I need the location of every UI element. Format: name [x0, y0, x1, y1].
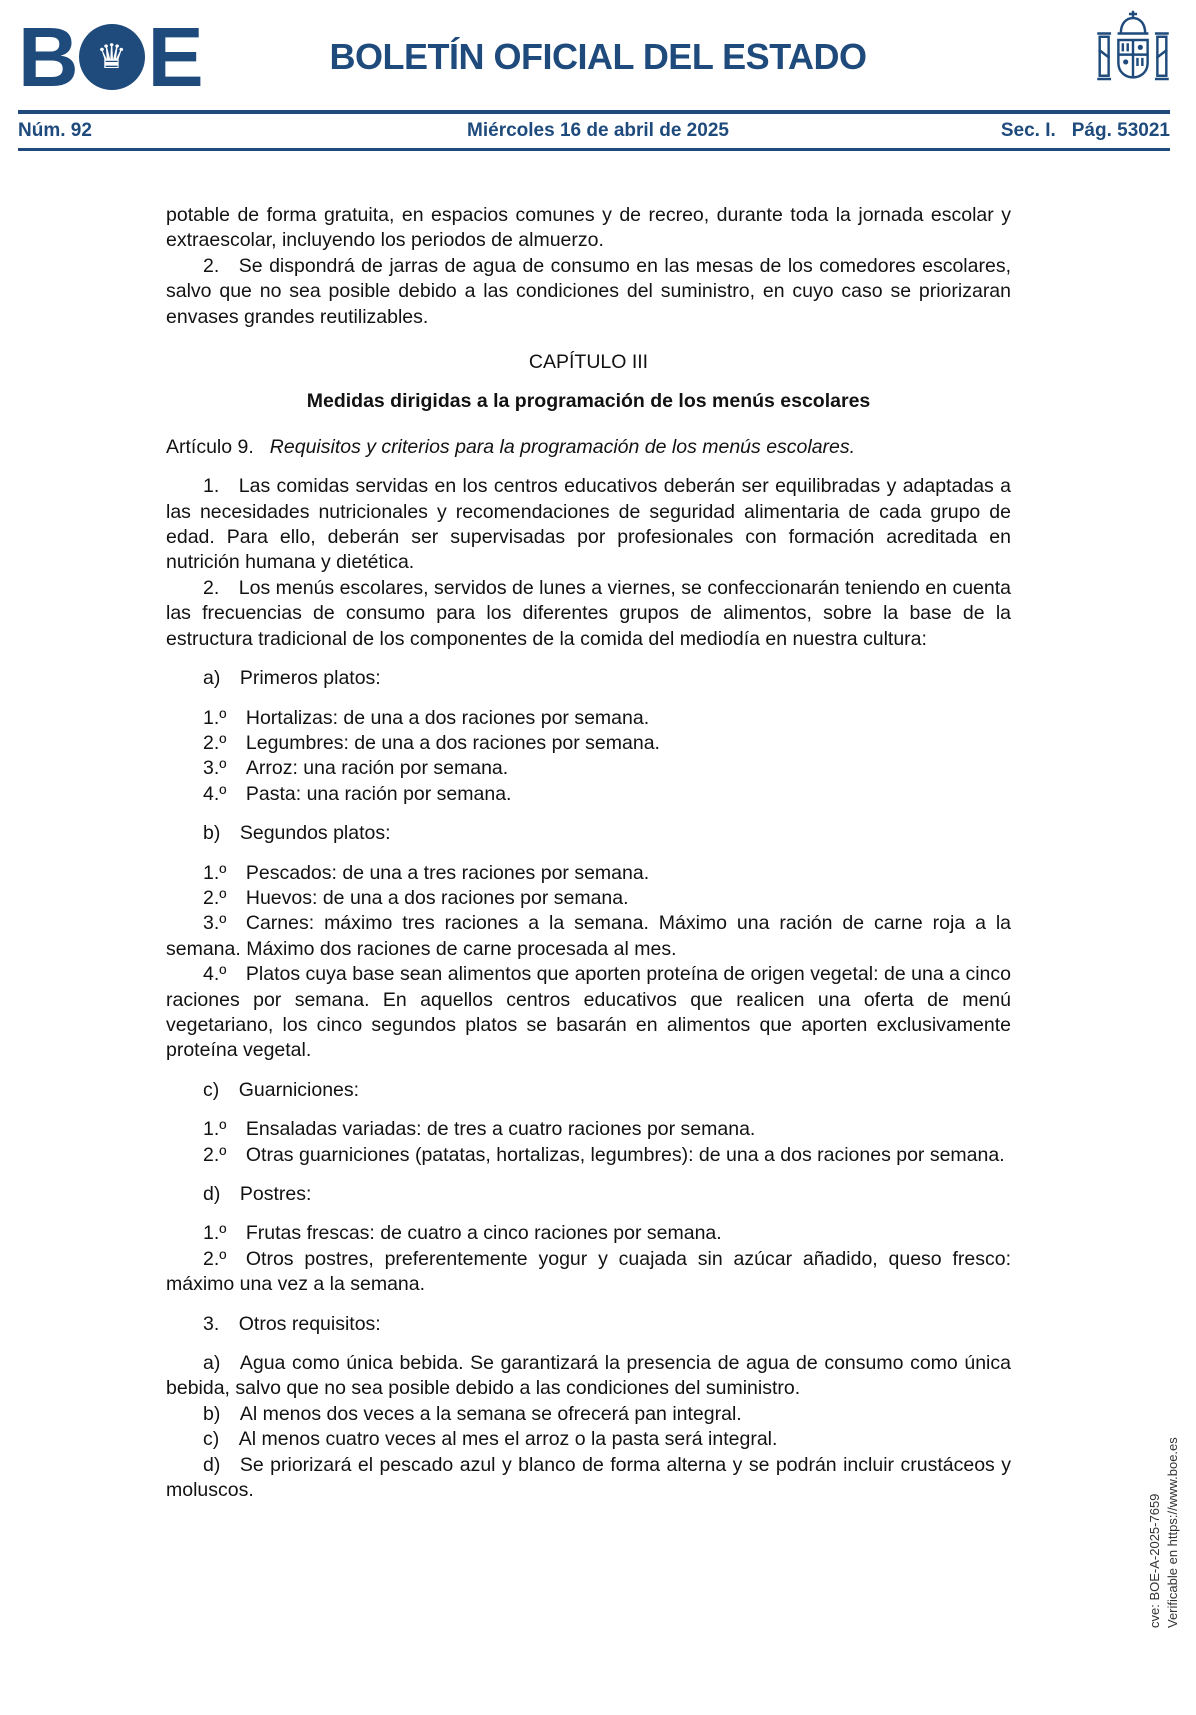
- list-item: a) Agua como única bebida. Se garantizará la presencia de agua de consumo como única bebida, salvo que no sea posible debido a las condiciones del suministro.: [166, 1352, 1011, 1400]
- page-number: Pág. 53021: [1071, 120, 1170, 141]
- cve-code: cve: BOE-A-2025-7659: [1147, 1493, 1162, 1628]
- list-item: 4.º Platos cuya base sean alimentos que aporten proteína de origen vegetal: de una a cinco raciones por semana. En aquellos centros educativos que realicen una oferta de menú vegetariano, los cinco segundos platos se basarán en alimentos que aporten exclusivamente proteína vegetal.: [166, 963, 1011, 1062]
- boe-logo-letter-e: E: [147, 10, 201, 104]
- section-and-page: [1001, 120, 1170, 142]
- list-item: 2.º Otras guarniciones (patatas, hortalizas, legumbres): de una a dos raciones por semana.: [203, 1143, 1005, 1166]
- masthead: [0, 0, 1196, 110]
- issue-date: Miércoles 16 de abril de 2025: [467, 120, 729, 141]
- document-body: [166, 203, 1011, 1503]
- section-label: Sec. I.: [1000, 120, 1056, 141]
- section-heading: Medidas dirigidas a la programación de los menús escolares: [306, 390, 871, 413]
- list-item: b) Al menos dos veces a la semana se ofrecerá pan integral.: [203, 1402, 742, 1425]
- list-item: c) Al menos cuatro veces al mes el arroz o la pasta será integral.: [203, 1428, 778, 1451]
- list-item: 1.º Pescados: de una a tres raciones por semana.: [203, 861, 650, 884]
- list-item: 1.º Hortalizas: de una a dos raciones por semana.: [203, 706, 650, 729]
- list-item: 3.º Carnes: máximo tres raciones a la semana. Máximo una ración de carne roja a la semana. Máximo dos raciones de carne procesada al mes.: [166, 912, 1011, 960]
- article-heading: [166, 435, 1011, 460]
- paragraph: 1. Las comidas servidas en los centros educativos deberán ser equilibradas y adaptadas a las necesidades nutricionales y recomendaciones de seguridad alimentaria de cada grupo de edad. Para ello, deberán ser supervisadas por profesionales con formación acreditada en nutrición humana y dietética.: [166, 475, 1011, 574]
- list-item: d) Se priorizará el pescado azul y blanco de forma alterna y se podrán incluir crustáceos y moluscos.: [166, 1453, 1011, 1502]
- page-title: BOLETÍN OFICIAL DEL ESTADO: [329, 36, 867, 77]
- issue-number: Núm. 92: [18, 120, 92, 141]
- list-item: a) Primeros platos:: [203, 667, 381, 690]
- paragraph: 2. Se dispondrá de jarras de agua de consumo en las mesas de los comedores escolares, salvo que no sea posible debido a las condiciones del suministro, en cuyo caso se priorizaran envases grandes reutilizables.: [166, 254, 1011, 328]
- header-meta-row: [0, 114, 1196, 148]
- coat-of-arms-icon: [1094, 6, 1172, 100]
- header-rule-bottom: [18, 148, 1170, 151]
- list-item: 1.º Ensaladas variadas: de tres a cuatro raciones por semana.: [203, 1118, 756, 1141]
- list-item: 4.º Pasta: una ración por semana.: [203, 782, 512, 805]
- list-item: 2.º Otros postres, preferentemente yogur y cuajada sin azúcar añadido, queso fresco: máximo una vez a la semana.: [166, 1247, 1011, 1296]
- list-item: 1.º Frutas frescas: de cuatro a cinco raciones por semana.: [203, 1222, 722, 1245]
- paragraph: 2. Los menús escolares, servidos de lunes a viernes, se confeccionarán teniendo en cuenta las frecuencias de consumo para los diferentes grupos de alimentos, sobre la base de la estructura tradicional de los componentes de la comida del mediodía en nuestra cultura:: [166, 576, 1011, 650]
- crown-icon: ♛: [96, 37, 127, 77]
- paragraph: potable de forma gratuita, en espacios comunes y de recreo, durante toda la jornada escolar y extraescolar, incluyendo los periodos de almuerzo.: [166, 204, 1011, 252]
- paragraph: 3. Otros requisitos:: [203, 1312, 381, 1335]
- article-title: Requisitos y criterios para la programación de los menús escolares.: [269, 435, 856, 458]
- chapter-heading: CAPÍTULO III: [528, 351, 649, 374]
- list-item: 2.º Legumbres: de una a dos raciones por semana.: [203, 731, 660, 754]
- list-item: c) Guarniciones:: [203, 1078, 360, 1101]
- article-number: Artículo 9.: [166, 435, 254, 458]
- list-item: d) Postres:: [203, 1183, 312, 1205]
- list-item: 3.º Arroz: una ración por semana.: [203, 757, 509, 780]
- list-item: b) Segundos platos:: [203, 822, 391, 845]
- page-header: [0, 0, 1196, 151]
- list-item: 2.º Huevos: de una a dos raciones por semana.: [203, 886, 629, 909]
- verification-sidebar: [1146, 1392, 1181, 1628]
- boe-logo-letter-b: B: [18, 10, 76, 104]
- verification-url: Verificable en https://www.boe.es: [1164, 1437, 1180, 1628]
